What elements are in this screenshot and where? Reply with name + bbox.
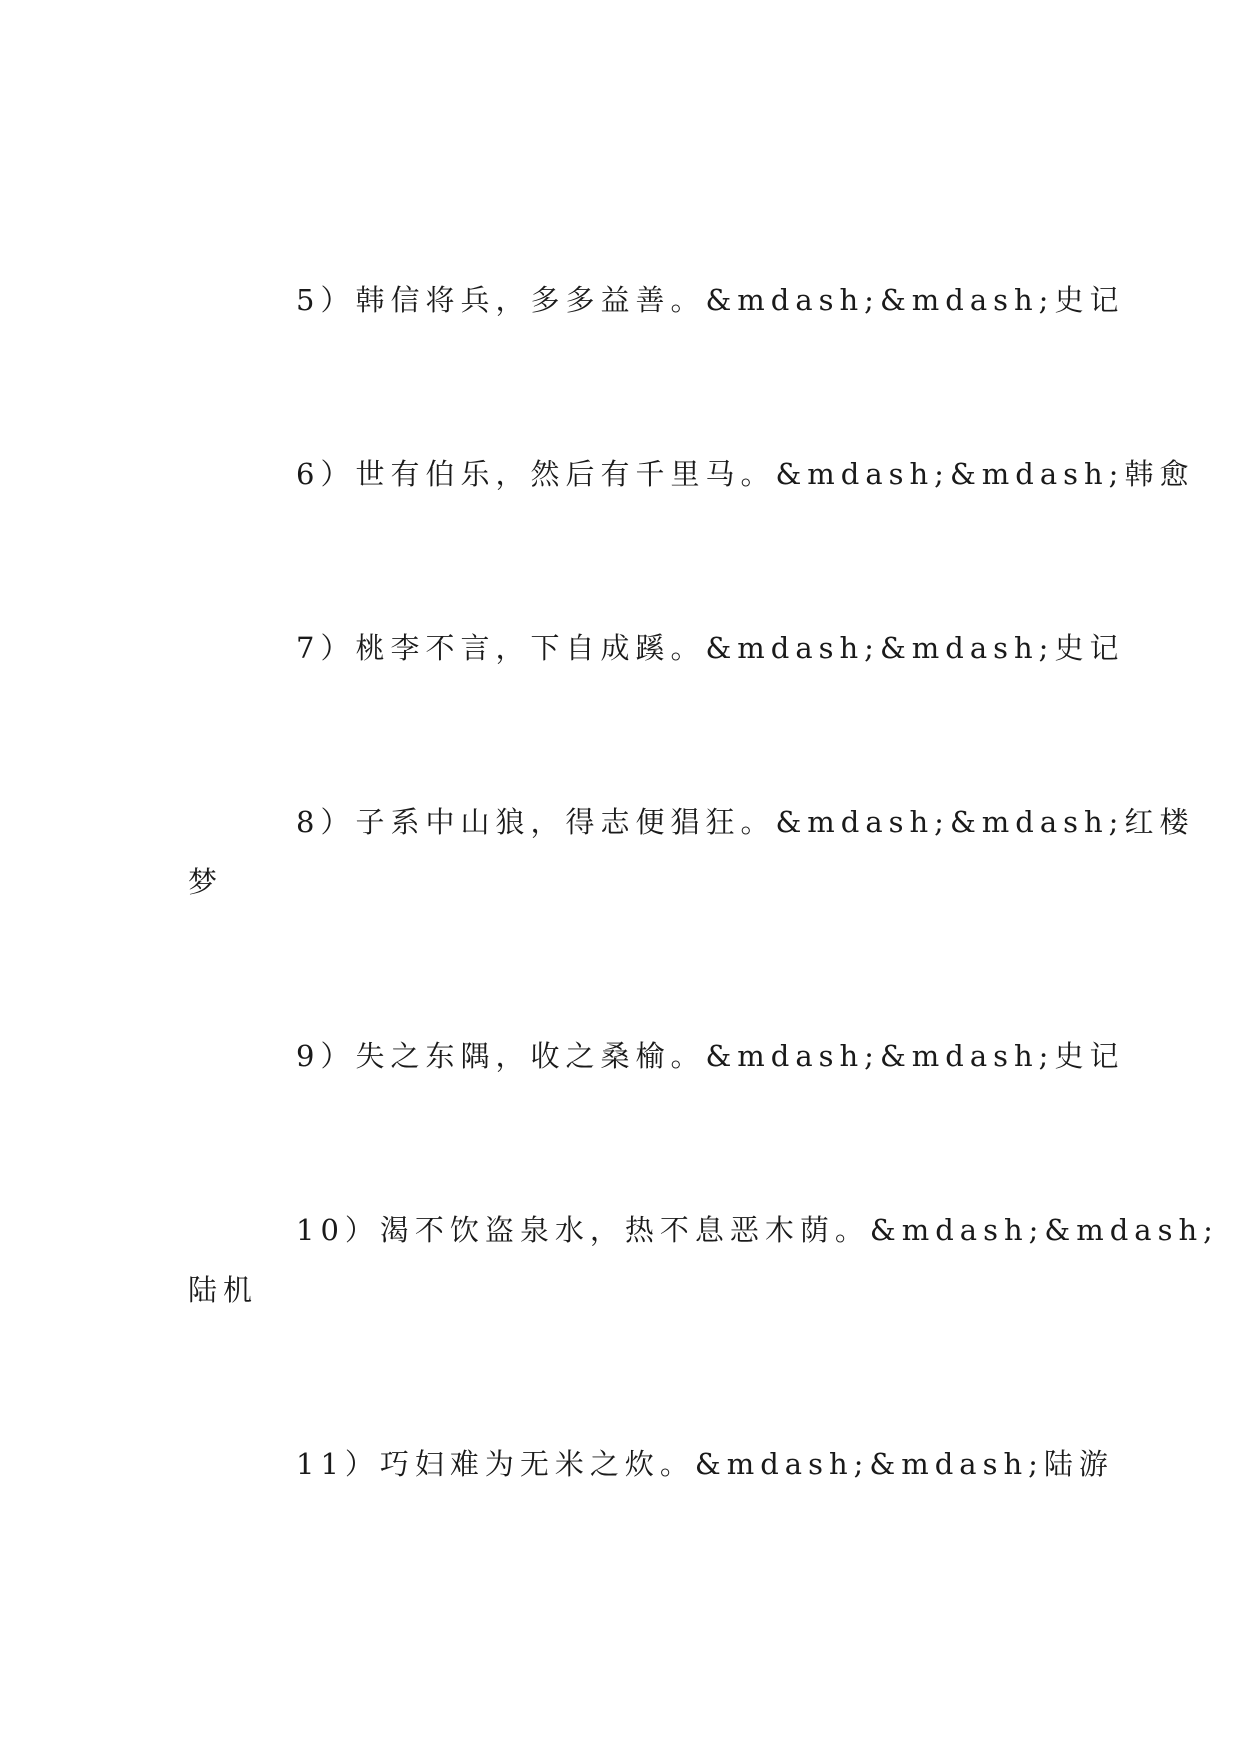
quote-line-9: 9）失之东隅，收之桑榆。&mdash;&mdash;史记	[296, 1039, 1125, 1073]
quote-line-10: 10）渴不饮盗泉水，热不息恶木荫。&mdash;&mdash;	[296, 1213, 1219, 1247]
quote-line-7: 7）桃李不言，下自成蹊。&mdash;&mdash;史记	[296, 631, 1125, 665]
quote-line-8: 8）子系中山狼，得志便猖狂。&mdash;&mdash;红楼	[296, 805, 1195, 839]
quote-line-6: 6）世有伯乐，然后有千里马。&mdash;&mdash;韩愈	[296, 457, 1195, 491]
quote-line-10-continued: 陆机	[188, 1273, 259, 1307]
quote-line-5: 5）韩信将兵，多多益善。&mdash;&mdash;史记	[296, 283, 1125, 317]
quote-line-8-continued: 梦	[188, 865, 224, 899]
quote-line-11: 11）巧妇难为无米之炊。&mdash;&mdash;陆游	[296, 1447, 1114, 1481]
